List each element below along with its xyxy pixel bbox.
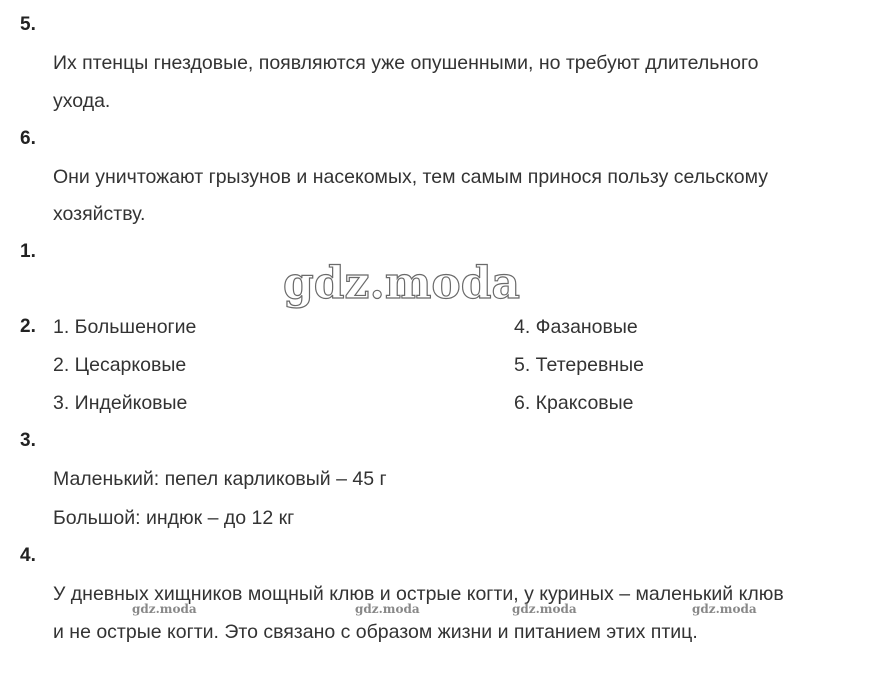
section-6-line-2: хозяйству. [53,203,146,225]
section-4-line-1: У дневных хищников мощный клюв и острые когти, у куриных – маленький клюв [53,583,784,605]
section-3-line-1: Маленький: пепел карликовый – 45 г [53,468,387,490]
watermark-logo: gdz.moda [283,258,521,309]
section-number-1: 1. [20,241,36,262]
watermark-small-4: gdz.moda [692,602,757,616]
section-3-line-2: Большой: индюк – до 12 кг [53,507,295,529]
list-item-3: 3. Индейковые [53,392,188,414]
list-item-2: 2. Цесарковые [53,354,187,376]
section-number-4: 4. [20,545,36,566]
list-item-5: 5. Тетеревные [514,354,644,376]
section-number-3: 3. [20,430,36,451]
section-5-line-1: Их птенцы гнездовые, появляются уже опушенными, но требуют длительного [53,52,759,74]
section-number-5: 5. [20,14,36,35]
section-number-6: 6. [20,128,36,149]
list-item-1: 1. Большеногие [53,316,197,338]
section-6-line-1: Они уничтожают грызунов и насекомых, тем самым принося пользу сельскому [53,166,769,188]
section-5-line-2: ухода. [53,90,111,112]
list-item-6: 6. Краксовые [514,392,634,414]
section-4-line-2: и не острые когти. Это связано с образом жизни и питанием этих птиц. [53,621,698,643]
section-number-2: 2. [20,316,36,337]
watermark-small-1: gdz.moda [132,602,197,616]
watermark-small-2: gdz.moda [355,602,420,616]
list-item-4: 4. Фазановые [514,316,638,338]
watermark-small-3: gdz.moda [512,602,577,616]
